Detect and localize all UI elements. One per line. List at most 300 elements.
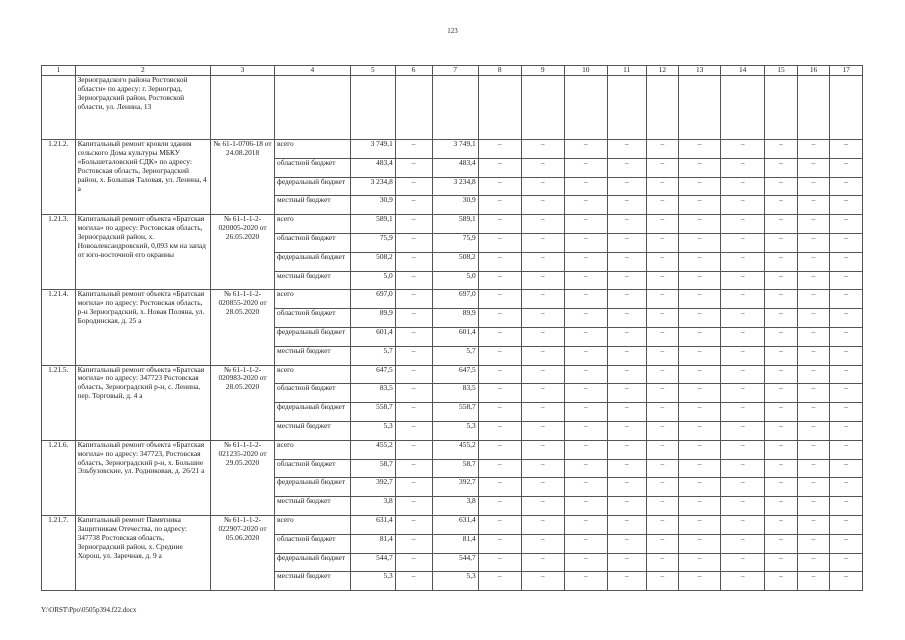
- empty-year-cell: –: [679, 459, 721, 478]
- empty-year-cell: –: [721, 290, 765, 309]
- permit-document: № 61-1-1-2-020855-2020 от 28.05.2020: [211, 290, 275, 365]
- empty-cell: [797, 76, 830, 140]
- empty-year-cell: –: [478, 271, 521, 290]
- row-number-cell: [42, 76, 76, 140]
- empty-year-cell: –: [797, 140, 830, 159]
- empty-year-cell: –: [521, 515, 564, 534]
- funding-source: областной бюджет: [275, 233, 351, 252]
- amount-col7: 647,5: [432, 365, 478, 384]
- amount-col6: –: [395, 497, 432, 516]
- empty-year-cell: –: [797, 365, 830, 384]
- empty-year-cell: –: [765, 233, 798, 252]
- empty-year-cell: –: [521, 534, 564, 553]
- empty-year-cell: –: [521, 233, 564, 252]
- empty-year-cell: –: [721, 177, 765, 196]
- empty-year-cell: –: [607, 140, 646, 159]
- empty-year-cell: –: [830, 327, 863, 346]
- empty-year-cell: –: [521, 553, 564, 572]
- empty-year-cell: –: [478, 365, 521, 384]
- empty-year-cell: –: [830, 421, 863, 440]
- budget-table: [41, 65, 863, 591]
- amount-col6: –: [395, 553, 432, 572]
- amount-total: 83,5: [350, 384, 395, 403]
- row-number: 1.21.6.: [42, 440, 76, 515]
- column-number: 13: [679, 66, 721, 76]
- empty-year-cell: –: [607, 534, 646, 553]
- empty-year-cell: –: [797, 196, 830, 215]
- empty-year-cell: –: [679, 421, 721, 440]
- permit-document: № 61-1-1-2-020983-2020 от 28.05.2020: [211, 365, 275, 440]
- empty-year-cell: –: [521, 346, 564, 365]
- column-number: 9: [521, 66, 564, 76]
- column-number: 11: [607, 66, 646, 76]
- empty-year-cell: –: [830, 497, 863, 516]
- empty-year-cell: –: [765, 553, 798, 572]
- empty-year-cell: –: [478, 459, 521, 478]
- empty-year-cell: –: [679, 572, 721, 591]
- empty-year-cell: –: [607, 572, 646, 591]
- empty-year-cell: –: [607, 459, 646, 478]
- empty-year-cell: –: [679, 327, 721, 346]
- funding-source: федеральный бюджет: [275, 252, 351, 271]
- empty-year-cell: –: [646, 440, 679, 459]
- empty-year-cell: –: [765, 252, 798, 271]
- empty-year-cell: –: [564, 196, 607, 215]
- empty-year-cell: –: [830, 440, 863, 459]
- empty-year-cell: –: [607, 384, 646, 403]
- object-description: Капитальный ремонт объекта «Братская могила» по адресу: 347723, Ростовская область, Зерноградский р-н, х. Большие Эльбузовские, ул. Родниковая, д. 26/21 а: [75, 440, 210, 515]
- amount-total: 508,2: [350, 252, 395, 271]
- page-number: 123: [447, 27, 458, 35]
- empty-year-cell: –: [478, 478, 521, 497]
- funding-source: местный бюджет: [275, 497, 351, 516]
- empty-year-cell: –: [521, 365, 564, 384]
- empty-year-cell: –: [521, 309, 564, 328]
- empty-year-cell: –: [830, 403, 863, 422]
- empty-year-cell: –: [797, 534, 830, 553]
- empty-year-cell: –: [797, 233, 830, 252]
- empty-year-cell: –: [564, 140, 607, 159]
- footer-file-path: Y:\ORST\Ppo\0505p394.f22.docx: [41, 606, 137, 614]
- column-number: 12: [646, 66, 679, 76]
- funding-source: областной бюджет: [275, 309, 351, 328]
- empty-year-cell: –: [721, 365, 765, 384]
- table-row: [42, 215, 863, 234]
- empty-cell: [564, 76, 607, 140]
- table-row: [42, 440, 863, 459]
- amount-col6: –: [395, 346, 432, 365]
- empty-year-cell: –: [765, 196, 798, 215]
- amount-col6: –: [395, 290, 432, 309]
- empty-year-cell: –: [646, 196, 679, 215]
- empty-year-cell: –: [765, 271, 798, 290]
- empty-year-cell: –: [679, 177, 721, 196]
- empty-year-cell: –: [679, 515, 721, 534]
- empty-year-cell: –: [521, 497, 564, 516]
- empty-year-cell: –: [521, 140, 564, 159]
- empty-year-cell: –: [830, 534, 863, 553]
- empty-year-cell: –: [797, 421, 830, 440]
- empty-year-cell: –: [721, 196, 765, 215]
- empty-year-cell: –: [830, 365, 863, 384]
- empty-year-cell: –: [607, 327, 646, 346]
- amount-total: 30,9: [350, 196, 395, 215]
- empty-year-cell: –: [721, 440, 765, 459]
- empty-cell: [521, 76, 564, 140]
- empty-year-cell: –: [679, 365, 721, 384]
- funding-source: местный бюджет: [275, 346, 351, 365]
- empty-year-cell: –: [679, 440, 721, 459]
- empty-year-cell: –: [478, 515, 521, 534]
- empty-year-cell: –: [830, 215, 863, 234]
- funding-source: федеральный бюджет: [275, 177, 351, 196]
- permit-document: № 61-1-0706-18 от 24.08.2018: [211, 140, 275, 215]
- empty-cell: [721, 76, 765, 140]
- empty-year-cell: –: [607, 553, 646, 572]
- empty-year-cell: –: [830, 346, 863, 365]
- empty-year-cell: –: [797, 459, 830, 478]
- empty-cell: [211, 76, 275, 140]
- empty-year-cell: –: [478, 421, 521, 440]
- row-number: 1.21.5.: [42, 365, 76, 440]
- column-number: 2: [75, 66, 210, 76]
- funding-source: всего: [275, 515, 351, 534]
- empty-year-cell: –: [564, 440, 607, 459]
- empty-year-cell: –: [564, 515, 607, 534]
- empty-year-cell: –: [478, 384, 521, 403]
- empty-year-cell: –: [721, 271, 765, 290]
- amount-col6: –: [395, 403, 432, 422]
- column-number: 4: [275, 66, 351, 76]
- empty-year-cell: –: [564, 365, 607, 384]
- empty-cell: [432, 76, 478, 140]
- column-number: 6: [395, 66, 432, 76]
- empty-year-cell: –: [521, 196, 564, 215]
- empty-year-cell: –: [765, 478, 798, 497]
- table-row: [42, 140, 863, 159]
- empty-year-cell: –: [679, 478, 721, 497]
- empty-year-cell: –: [521, 478, 564, 497]
- empty-cell: [646, 76, 679, 140]
- amount-col7: 3 749,1: [432, 140, 478, 159]
- empty-year-cell: –: [765, 440, 798, 459]
- empty-year-cell: –: [830, 140, 863, 159]
- funding-source: местный бюджет: [275, 421, 351, 440]
- empty-year-cell: –: [521, 290, 564, 309]
- empty-year-cell: –: [478, 553, 521, 572]
- object-description: Зерноградского района Ростовской области» по адресу: г. Зерноград, Зерноградский район, Ростовской области, ул. Ленина, 13: [75, 76, 210, 140]
- empty-year-cell: –: [830, 384, 863, 403]
- empty-year-cell: –: [646, 534, 679, 553]
- empty-year-cell: –: [521, 177, 564, 196]
- empty-year-cell: –: [679, 252, 721, 271]
- empty-year-cell: –: [607, 271, 646, 290]
- amount-col7: 589,1: [432, 215, 478, 234]
- table-row: [42, 365, 863, 384]
- amount-total: 483,4: [350, 158, 395, 177]
- empty-year-cell: –: [646, 327, 679, 346]
- empty-year-cell: –: [564, 497, 607, 516]
- empty-year-cell: –: [646, 271, 679, 290]
- empty-year-cell: –: [646, 403, 679, 422]
- empty-year-cell: –: [765, 327, 798, 346]
- empty-year-cell: –: [797, 440, 830, 459]
- empty-year-cell: –: [765, 140, 798, 159]
- amount-total: 558,7: [350, 403, 395, 422]
- empty-year-cell: –: [765, 346, 798, 365]
- amount-col7: 89,9: [432, 309, 478, 328]
- object-description: Капитальный ремонт объекта «Братская могила» по адресу: Ростовская область, р-н Зерноградский, х. Новая Поляна, ул. Бородинская, д. 25 а: [75, 290, 210, 365]
- amount-col7: 75,9: [432, 233, 478, 252]
- table-body: [42, 66, 863, 591]
- empty-year-cell: –: [564, 572, 607, 591]
- empty-year-cell: –: [646, 215, 679, 234]
- column-number: 8: [478, 66, 521, 76]
- amount-col6: –: [395, 140, 432, 159]
- amount-total: 697,0: [350, 290, 395, 309]
- amount-col6: –: [395, 233, 432, 252]
- empty-year-cell: –: [765, 534, 798, 553]
- empty-year-cell: –: [646, 572, 679, 591]
- empty-cell: [478, 76, 521, 140]
- empty-year-cell: –: [646, 459, 679, 478]
- object-description: Капитальный ремонт кровли здания сельского Дома культуры МБКУ «Большеталовский СДК» по адресу: Ростовская область, Зерноградский район, х. Большая Таловая, ул. Ленина, 4 а: [75, 140, 210, 215]
- amount-col6: –: [395, 421, 432, 440]
- empty-year-cell: –: [679, 271, 721, 290]
- empty-year-cell: –: [765, 497, 798, 516]
- empty-year-cell: –: [607, 196, 646, 215]
- empty-year-cell: –: [765, 290, 798, 309]
- amount-total: 5,3: [350, 421, 395, 440]
- empty-year-cell: –: [521, 271, 564, 290]
- empty-year-cell: –: [679, 215, 721, 234]
- empty-year-cell: –: [679, 309, 721, 328]
- empty-year-cell: –: [830, 233, 863, 252]
- empty-year-cell: –: [721, 497, 765, 516]
- empty-year-cell: –: [797, 572, 830, 591]
- empty-year-cell: –: [564, 177, 607, 196]
- empty-year-cell: –: [830, 196, 863, 215]
- column-number: 16: [797, 66, 830, 76]
- empty-year-cell: –: [797, 346, 830, 365]
- amount-total: 5,7: [350, 346, 395, 365]
- empty-cell: [395, 76, 432, 140]
- empty-year-cell: –: [478, 534, 521, 553]
- empty-year-cell: –: [564, 421, 607, 440]
- empty-year-cell: –: [765, 572, 798, 591]
- funding-source: всего: [275, 140, 351, 159]
- empty-year-cell: –: [478, 290, 521, 309]
- amount-col6: –: [395, 478, 432, 497]
- empty-year-cell: –: [679, 346, 721, 365]
- empty-year-cell: –: [797, 403, 830, 422]
- empty-year-cell: –: [797, 327, 830, 346]
- amount-total: 3,8: [350, 497, 395, 516]
- empty-year-cell: –: [607, 158, 646, 177]
- funding-source: всего: [275, 215, 351, 234]
- empty-year-cell: –: [830, 515, 863, 534]
- empty-year-cell: –: [564, 271, 607, 290]
- amount-col6: –: [395, 365, 432, 384]
- empty-year-cell: –: [646, 140, 679, 159]
- amount-col7: 558,7: [432, 403, 478, 422]
- empty-year-cell: –: [721, 233, 765, 252]
- funding-source: всего: [275, 290, 351, 309]
- empty-year-cell: –: [679, 158, 721, 177]
- empty-year-cell: –: [721, 534, 765, 553]
- empty-year-cell: –: [797, 177, 830, 196]
- empty-year-cell: –: [679, 290, 721, 309]
- header-row: [42, 66, 863, 76]
- amount-col7: 5,3: [432, 421, 478, 440]
- amount-total: 631,4: [350, 515, 395, 534]
- empty-year-cell: –: [721, 309, 765, 328]
- amount-total: 392,7: [350, 478, 395, 497]
- empty-year-cell: –: [564, 215, 607, 234]
- empty-year-cell: –: [521, 327, 564, 346]
- empty-year-cell: –: [646, 421, 679, 440]
- empty-year-cell: –: [646, 158, 679, 177]
- amount-col7: 3 234,8: [432, 177, 478, 196]
- amount-total: 58,7: [350, 459, 395, 478]
- empty-year-cell: –: [721, 327, 765, 346]
- funding-source: всего: [275, 440, 351, 459]
- empty-year-cell: –: [797, 553, 830, 572]
- empty-year-cell: –: [830, 459, 863, 478]
- empty-year-cell: –: [521, 421, 564, 440]
- empty-year-cell: –: [646, 233, 679, 252]
- object-description: Капитальный ремонт Памятника Защитникам Отечества, по адресу: 347738 Ростовская область, Зерноградский район, х. Средние Хорош, ул. Заречная, д. 9 а: [75, 515, 210, 590]
- empty-year-cell: –: [646, 290, 679, 309]
- empty-year-cell: –: [679, 196, 721, 215]
- empty-year-cell: –: [521, 384, 564, 403]
- empty-year-cell: –: [521, 215, 564, 234]
- column-number: 5: [350, 66, 395, 76]
- column-number: 3: [211, 66, 275, 76]
- amount-col7: 5,7: [432, 346, 478, 365]
- empty-year-cell: –: [564, 327, 607, 346]
- empty-cell: [350, 76, 395, 140]
- amount-col6: –: [395, 534, 432, 553]
- empty-year-cell: –: [478, 346, 521, 365]
- empty-year-cell: –: [721, 403, 765, 422]
- empty-year-cell: –: [607, 233, 646, 252]
- funding-source: местный бюджет: [275, 271, 351, 290]
- empty-year-cell: –: [564, 478, 607, 497]
- amount-col7: 601,4: [432, 327, 478, 346]
- amount-col6: –: [395, 440, 432, 459]
- empty-year-cell: –: [478, 572, 521, 591]
- amount-col7: 30,9: [432, 196, 478, 215]
- empty-year-cell: –: [830, 271, 863, 290]
- amount-col6: –: [395, 384, 432, 403]
- row-number: 1.21.4.: [42, 290, 76, 365]
- empty-year-cell: –: [830, 553, 863, 572]
- empty-year-cell: –: [721, 252, 765, 271]
- empty-year-cell: –: [478, 252, 521, 271]
- column-number: 14: [721, 66, 765, 76]
- empty-cell: [679, 76, 721, 140]
- empty-year-cell: –: [830, 158, 863, 177]
- empty-year-cell: –: [478, 233, 521, 252]
- empty-year-cell: –: [646, 177, 679, 196]
- empty-year-cell: –: [646, 515, 679, 534]
- empty-year-cell: –: [607, 252, 646, 271]
- empty-year-cell: –: [607, 440, 646, 459]
- object-description: Капитальный ремонт объекта «Братская могила» по адресу: Ростовская область, Зерноградский район, х. Новоалександровский, 0,093 км на запад от юго-восточной его окраины: [75, 215, 210, 290]
- empty-year-cell: –: [646, 252, 679, 271]
- amount-col6: –: [395, 459, 432, 478]
- funding-source: федеральный бюджет: [275, 327, 351, 346]
- amount-col6: –: [395, 271, 432, 290]
- empty-year-cell: –: [830, 572, 863, 591]
- empty-year-cell: –: [797, 478, 830, 497]
- amount-total: 544,7: [350, 553, 395, 572]
- column-number: 17: [830, 66, 863, 76]
- empty-year-cell: –: [721, 215, 765, 234]
- amount-col6: –: [395, 572, 432, 591]
- empty-year-cell: –: [797, 290, 830, 309]
- empty-year-cell: –: [564, 459, 607, 478]
- empty-year-cell: –: [646, 365, 679, 384]
- empty-year-cell: –: [830, 252, 863, 271]
- amount-col7: 3,8: [432, 497, 478, 516]
- empty-year-cell: –: [679, 497, 721, 516]
- row-number: 1.21.2.: [42, 140, 76, 215]
- empty-year-cell: –: [721, 572, 765, 591]
- amount-col6: –: [395, 177, 432, 196]
- empty-year-cell: –: [646, 384, 679, 403]
- empty-year-cell: –: [564, 158, 607, 177]
- empty-year-cell: –: [721, 384, 765, 403]
- empty-cell: [275, 76, 351, 140]
- empty-year-cell: –: [607, 403, 646, 422]
- column-number: 7: [432, 66, 478, 76]
- empty-year-cell: –: [564, 252, 607, 271]
- empty-year-cell: –: [607, 497, 646, 516]
- empty-year-cell: –: [721, 515, 765, 534]
- empty-year-cell: –: [521, 572, 564, 591]
- empty-year-cell: –: [797, 309, 830, 328]
- funding-source: федеральный бюджет: [275, 403, 351, 422]
- empty-year-cell: –: [478, 215, 521, 234]
- permit-document: № 61-1-1-2-020005-2020 от 26.05.2020: [211, 215, 275, 290]
- amount-col6: –: [395, 215, 432, 234]
- amount-col6: –: [395, 327, 432, 346]
- empty-year-cell: –: [721, 346, 765, 365]
- empty-year-cell: –: [765, 365, 798, 384]
- empty-year-cell: –: [679, 403, 721, 422]
- empty-year-cell: –: [721, 158, 765, 177]
- empty-year-cell: –: [478, 196, 521, 215]
- amount-total: 81,4: [350, 534, 395, 553]
- amount-total: 3 234,8: [350, 177, 395, 196]
- amount-col7: 5,3: [432, 572, 478, 591]
- empty-year-cell: –: [607, 177, 646, 196]
- empty-year-cell: –: [765, 215, 798, 234]
- empty-year-cell: –: [646, 309, 679, 328]
- empty-year-cell: –: [679, 233, 721, 252]
- empty-year-cell: –: [830, 478, 863, 497]
- empty-year-cell: –: [721, 140, 765, 159]
- amount-col7: 455,2: [432, 440, 478, 459]
- empty-year-cell: –: [797, 384, 830, 403]
- empty-year-cell: –: [679, 553, 721, 572]
- empty-year-cell: –: [564, 384, 607, 403]
- empty-year-cell: –: [721, 421, 765, 440]
- funding-source: областной бюджет: [275, 384, 351, 403]
- empty-year-cell: –: [478, 327, 521, 346]
